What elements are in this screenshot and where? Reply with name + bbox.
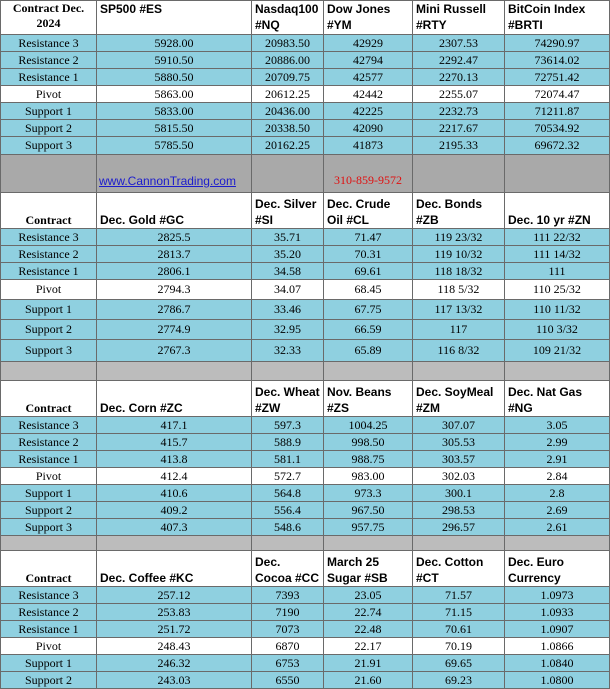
instrument-header: Dec. Silver #SI [252,193,324,229]
level-row [1,52,610,69]
separator-cell [413,536,505,551]
level-value: 110 25/32 [505,280,610,300]
level-value: 23.05 [324,587,413,604]
contract-header: Contract [1,551,97,587]
level-label: Support 2 [1,120,97,137]
instrument-header: BitCoin Index #BRTI [505,1,610,35]
instrument-header: Mini Russell #RTY [413,1,505,35]
section-separator [1,362,610,381]
level-value: 1.0973 [505,587,610,604]
level-value: 5785.50 [97,137,252,155]
level-row [1,103,610,120]
level-value: 32.33 [252,340,324,362]
instrument-header: SP500 #ES [97,1,252,35]
level-value: 118 18/32 [413,263,505,280]
level-value: 2794.3 [97,280,252,300]
level-value: 42794 [324,52,413,69]
level-label: Support 2 [1,320,97,340]
instrument-header: Dec. Nat Gas #NG [505,381,610,417]
level-value: 65.89 [324,340,413,362]
level-value: 110 3/32 [505,320,610,340]
level-value: 34.07 [252,280,324,300]
level-label: Support 1 [1,655,97,672]
level-value: 69672.32 [505,137,610,155]
level-value: 71.57 [413,587,505,604]
level-value: 71.47 [324,229,413,246]
pivot-row [1,638,610,655]
level-value: 110 11/32 [505,300,610,320]
level-value: 111 [505,263,610,280]
level-value: 303.57 [413,451,505,468]
level-row [1,340,610,362]
level-label: Support 2 [1,672,97,689]
website-link[interactable]: www.CannonTrading.com [97,155,252,193]
separator-cell [97,536,252,551]
level-row [1,263,610,280]
level-value: 983.00 [324,468,413,485]
level-value: 72074.47 [505,86,610,103]
level-value: 417.1 [97,417,252,434]
level-value: 3.05 [505,417,610,434]
level-label: Pivot [1,468,97,485]
separator-cell [1,155,97,193]
pivot-row [1,280,610,300]
level-value: 119 10/32 [413,246,505,263]
level-value: 246.32 [97,655,252,672]
level-value: 32.95 [252,320,324,340]
level-label: Pivot [1,86,97,103]
level-value: 415.7 [97,434,252,451]
pivot-row [1,468,610,485]
instrument-header: Nov. Beans #ZS [324,381,413,417]
level-value: 988.75 [324,451,413,468]
level-value: 973.3 [324,485,413,502]
level-value: 2767.3 [97,340,252,362]
level-row [1,300,610,320]
instrument-header: Dec. Crude Oil #CL [324,193,413,229]
instrument-header: Dec. Cocoa #CC [252,551,324,587]
separator-cell [324,536,413,551]
level-value: 70.19 [413,638,505,655]
level-value: 248.43 [97,638,252,655]
contract-header: Contract Dec. 2024 [1,1,97,35]
level-value: 2292.47 [413,52,505,69]
instrument-header: Dec. 10 yr #ZN [505,193,610,229]
level-value: 73614.02 [505,52,610,69]
level-value: 548.6 [252,519,324,536]
separator-cell [252,536,324,551]
level-value: 957.75 [324,519,413,536]
level-row [1,35,610,52]
level-value: 410.6 [97,485,252,502]
level-value: 300.1 [413,485,505,502]
section-header-row [1,1,610,35]
level-value: 7393 [252,587,324,604]
level-value: 572.7 [252,468,324,485]
level-value: 243.03 [97,672,252,689]
level-value: 42577 [324,69,413,86]
separator-cell [505,536,610,551]
level-row [1,587,610,604]
level-value: 69.61 [324,263,413,280]
separator-cell [505,155,610,193]
separator-cell [324,362,413,381]
separator-cell [252,362,324,381]
separator-cell [1,362,97,381]
level-value: 2786.7 [97,300,252,320]
level-value: 6550 [252,672,324,689]
level-value: 298.53 [413,502,505,519]
level-value: 20886.00 [252,52,324,69]
level-value: 68.45 [324,280,413,300]
level-value: 20162.25 [252,137,324,155]
level-value: 69.65 [413,655,505,672]
level-value: 556.4 [252,502,324,519]
level-value: 5863.00 [97,86,252,103]
level-value: 1004.25 [324,417,413,434]
level-value: 118 5/32 [413,280,505,300]
level-value: 5880.50 [97,69,252,86]
level-value: 22.48 [324,621,413,638]
contract-header: Contract [1,381,97,417]
level-value: 305.53 [413,434,505,451]
level-value: 588.9 [252,434,324,451]
level-row [1,672,610,689]
level-value: 67.75 [324,300,413,320]
level-value: 2232.73 [413,103,505,120]
level-value: 2.99 [505,434,610,451]
section-header-row [1,381,610,417]
level-value: 412.4 [97,468,252,485]
level-value: 74290.97 [505,35,610,52]
level-row [1,69,610,86]
level-value: 70.61 [413,621,505,638]
level-value: 296.57 [413,519,505,536]
level-value: 409.2 [97,502,252,519]
level-label: Support 2 [1,502,97,519]
separator-cell [413,362,505,381]
level-value: 2774.9 [97,320,252,340]
level-label: Support 3 [1,137,97,155]
separator-cell [252,155,324,193]
level-value: 22.17 [324,638,413,655]
level-value: 2195.33 [413,137,505,155]
level-label: Resistance 3 [1,587,97,604]
level-label: Resistance 3 [1,229,97,246]
level-value: 581.1 [252,451,324,468]
level-value: 7190 [252,604,324,621]
level-value: 117 13/32 [413,300,505,320]
level-value: 66.59 [324,320,413,340]
instrument-header: Dec. Euro Currency [505,551,610,587]
level-value: 72751.42 [505,69,610,86]
level-value: 1.0800 [505,672,610,689]
instrument-header: Dec. SoyMeal #ZM [413,381,505,417]
level-value: 307.07 [413,417,505,434]
instrument-header: Dec. Coffee #KC [97,551,252,587]
level-value: 257.12 [97,587,252,604]
level-value: 253.83 [97,604,252,621]
level-row [1,229,610,246]
level-value: 2.84 [505,468,610,485]
level-value: 6870 [252,638,324,655]
level-row [1,417,610,434]
level-row [1,246,610,263]
level-value: 1.0907 [505,621,610,638]
contact-info-row [1,155,610,193]
level-value: 407.3 [97,519,252,536]
level-row [1,320,610,340]
level-value: 2.8 [505,485,610,502]
level-value: 2825.5 [97,229,252,246]
level-value: 2255.07 [413,86,505,103]
level-label: Resistance 1 [1,451,97,468]
level-value: 116 8/32 [413,340,505,362]
level-value: 20983.50 [252,35,324,52]
instrument-header: March 25 Sugar #SB [324,551,413,587]
level-label: Pivot [1,280,97,300]
level-label: Resistance 2 [1,52,97,69]
instrument-header: Dec. Cotton #CT [413,551,505,587]
level-value: 71211.87 [505,103,610,120]
level-label: Resistance 1 [1,621,97,638]
level-value: 33.46 [252,300,324,320]
instrument-header: Nasdaq100 #NQ [252,1,324,35]
level-label: Support 1 [1,300,97,320]
level-label: Pivot [1,638,97,655]
level-label: Support 3 [1,519,97,536]
level-value: 35.71 [252,229,324,246]
level-value: 302.03 [413,468,505,485]
separator-cell [505,362,610,381]
level-label: Resistance 2 [1,434,97,451]
level-value: 2806.1 [97,263,252,280]
level-value: 413.8 [97,451,252,468]
level-row [1,120,610,137]
level-value: 2813.7 [97,246,252,263]
section-header-row [1,193,610,229]
level-value: 5815.50 [97,120,252,137]
level-value: 34.58 [252,263,324,280]
level-value: 111 22/32 [505,229,610,246]
level-row [1,434,610,451]
section-separator [1,536,610,551]
level-value: 69.23 [413,672,505,689]
pivot-row [1,86,610,103]
phone-number: 310-859-9572 [324,155,413,193]
level-value: 42929 [324,35,413,52]
level-value: 20338.50 [252,120,324,137]
level-value: 5910.50 [97,52,252,69]
level-row [1,502,610,519]
section-header-row [1,551,610,587]
level-value: 2217.67 [413,120,505,137]
level-value: 119 23/32 [413,229,505,246]
instrument-header: Dow Jones #YM [324,1,413,35]
level-row [1,655,610,672]
level-label: Resistance 2 [1,604,97,621]
level-value: 21.60 [324,672,413,689]
instrument-header: Dec. Gold #GC [97,193,252,229]
level-value: 42090 [324,120,413,137]
level-label: Resistance 1 [1,69,97,86]
level-value: 2.61 [505,519,610,536]
level-value: 1.0933 [505,604,610,621]
level-value: 2.91 [505,451,610,468]
level-value: 42442 [324,86,413,103]
instrument-header: Dec. Wheat #ZW [252,381,324,417]
separator-cell [413,155,505,193]
level-value: 251.72 [97,621,252,638]
level-value: 20612.25 [252,86,324,103]
level-label: Support 1 [1,103,97,120]
level-label: Resistance 3 [1,417,97,434]
level-label: Support 3 [1,340,97,362]
level-value: 5833.00 [97,103,252,120]
level-value: 998.50 [324,434,413,451]
level-row [1,519,610,536]
level-value: 109 21/32 [505,340,610,362]
separator-cell [97,362,252,381]
level-value: 20709.75 [252,69,324,86]
level-value: 35.20 [252,246,324,263]
contract-header: Contract [1,193,97,229]
separator-cell [1,536,97,551]
instrument-header: Dec. Corn #ZC [97,381,252,417]
level-value: 117 [413,320,505,340]
level-row [1,137,610,155]
level-label: Resistance 3 [1,35,97,52]
level-value: 564.8 [252,485,324,502]
level-value: 20436.00 [252,103,324,120]
level-label: Support 1 [1,485,97,502]
level-row [1,604,610,621]
level-value: 42225 [324,103,413,120]
level-label: Resistance 2 [1,246,97,263]
instrument-header: Dec. Bonds #ZB [413,193,505,229]
level-row [1,621,610,638]
level-value: 597.3 [252,417,324,434]
level-value: 1.0840 [505,655,610,672]
level-value: 70534.92 [505,120,610,137]
level-value: 71.15 [413,604,505,621]
level-value: 1.0866 [505,638,610,655]
level-value: 2.69 [505,502,610,519]
level-row [1,485,610,502]
level-value: 70.31 [324,246,413,263]
level-value: 6753 [252,655,324,672]
level-value: 5928.00 [97,35,252,52]
level-row [1,451,610,468]
level-value: 967.50 [324,502,413,519]
level-value: 41873 [324,137,413,155]
level-label: Resistance 1 [1,263,97,280]
level-value: 2307.53 [413,35,505,52]
level-value: 21.91 [324,655,413,672]
level-value: 2270.13 [413,69,505,86]
level-value: 22.74 [324,604,413,621]
level-value: 111 14/32 [505,246,610,263]
level-value: 7073 [252,621,324,638]
